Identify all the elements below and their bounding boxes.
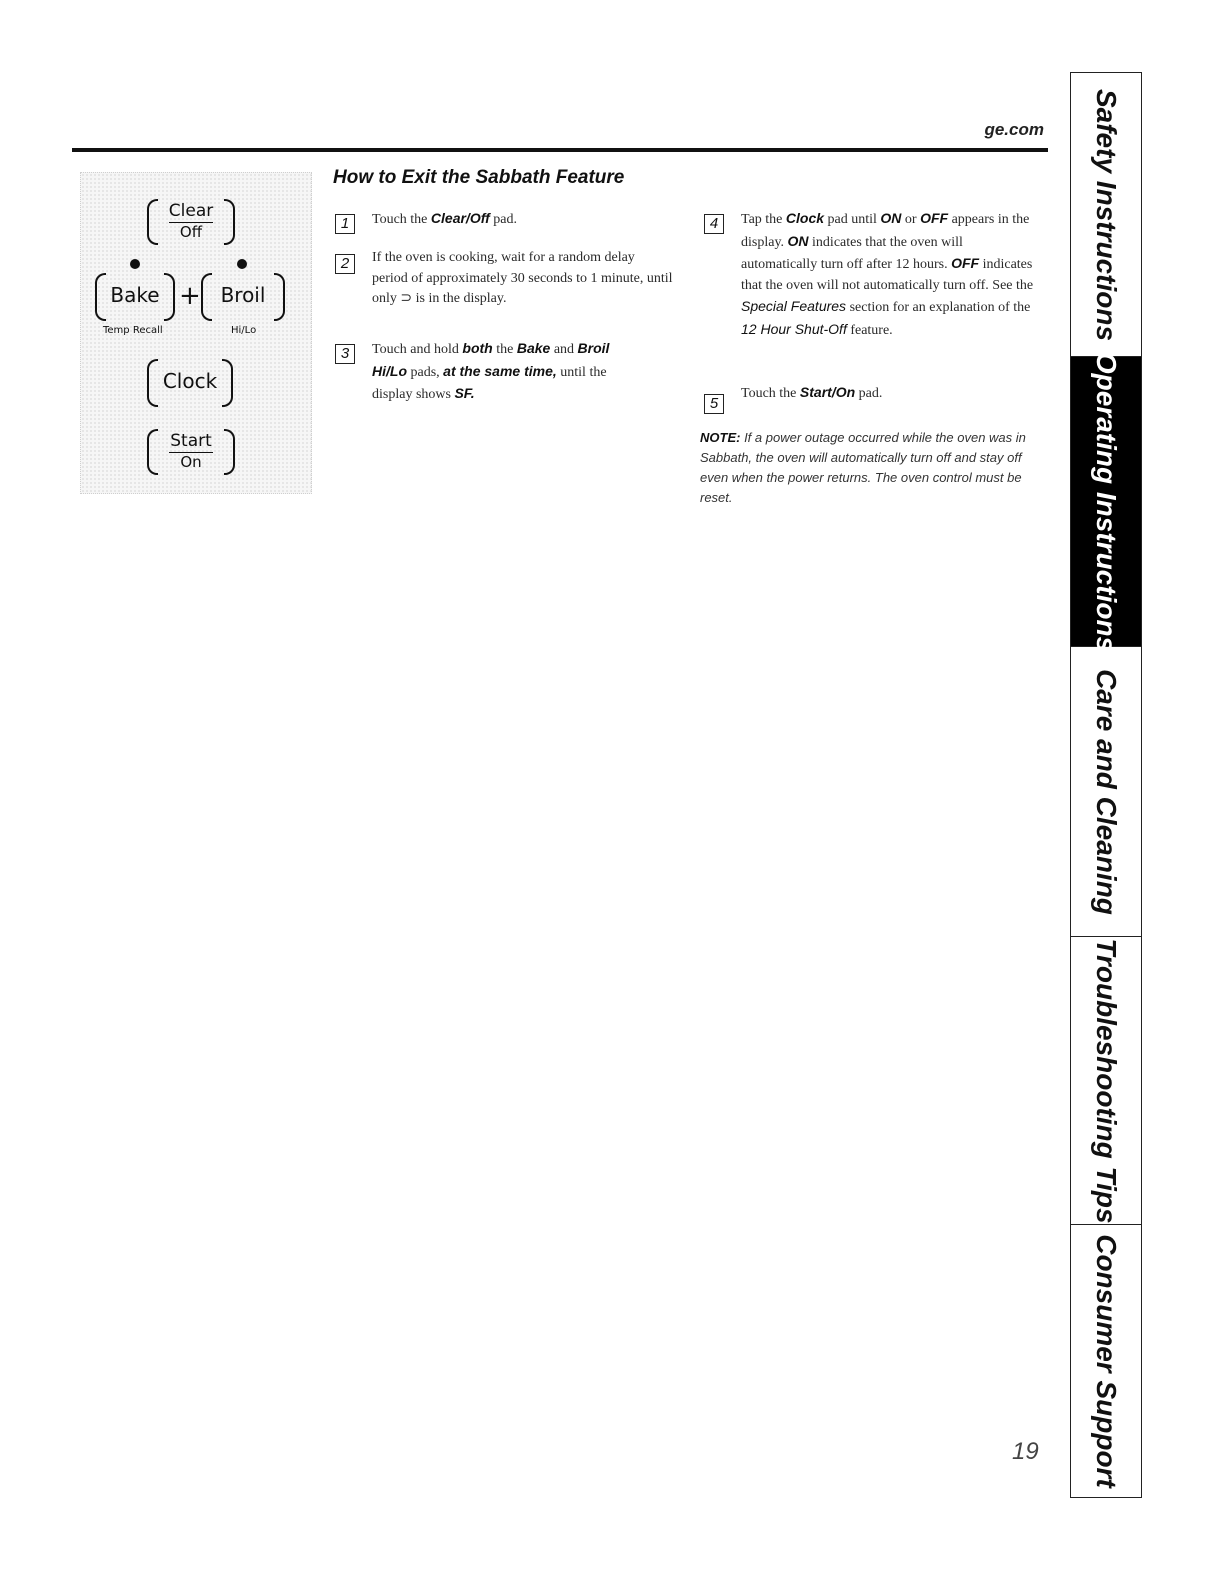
tab-operating-instructions[interactable] xyxy=(1071,351,1141,652)
bake-pad xyxy=(95,273,175,321)
control-panel-illustration xyxy=(80,172,312,494)
tab-label: Troubleshooting Tips xyxy=(1091,937,1122,1224)
tab-care-and-cleaning[interactable] xyxy=(1071,647,1141,937)
tab-label: Operating Instructions xyxy=(1091,351,1122,652)
indicator-dot-broil xyxy=(237,259,247,269)
bake-label: Bake xyxy=(110,283,160,307)
tab-troubleshooting-tips[interactable] xyxy=(1071,937,1141,1225)
clock-label: Clock xyxy=(162,369,218,393)
page-number: 19 xyxy=(1012,1438,1039,1465)
step-3: Touch and hold both the Bake and Broil Hi/Lo pads, at the same time, until the display shows SF. xyxy=(372,340,610,402)
tab-label: Consumer Support xyxy=(1091,1234,1122,1488)
step-1: Touch the Clear/Off pad. xyxy=(372,210,517,227)
site-url: ge.com xyxy=(984,120,1044,139)
hi-lo-label: Hi/Lo xyxy=(231,325,257,336)
step-2: If the oven is cooking, wait for a random delay period of approximately 30 seconds to 1 minute, until only ⊃ is in the display. xyxy=(372,250,673,306)
header-rule xyxy=(72,148,1048,152)
start-label: Start xyxy=(170,431,212,451)
step-number-5: 5 xyxy=(704,394,724,414)
tab-label: Safety Instructions xyxy=(1091,88,1122,341)
broil-pad xyxy=(201,273,285,321)
tab-label: Care and Cleaning xyxy=(1091,668,1122,915)
step-number-3: 3 xyxy=(335,344,355,364)
step-number-4: 4 xyxy=(704,214,724,234)
tab-safety-instructions[interactable] xyxy=(1071,73,1141,357)
step-5: Touch the Start/On pad. xyxy=(741,384,883,401)
side-tabs xyxy=(1070,72,1142,1498)
step-number-2: 2 xyxy=(335,254,355,274)
off-label: Off xyxy=(179,223,203,241)
clear-off-pad xyxy=(147,199,235,245)
tab-consumer-support[interactable] xyxy=(1071,1225,1141,1497)
temp-recall-label: Temp Recall xyxy=(103,325,163,336)
clear-label: Clear xyxy=(168,201,214,221)
section-title: How to Exit the Sabbath Feature xyxy=(333,167,625,188)
start-on-pad xyxy=(147,429,235,475)
note-text: If a power outage occurred while the oven was in Sabbath, the oven will automatically turn off and stay off even when the power returns. The oven control must be reset. xyxy=(700,430,1026,505)
broil-label: Broil xyxy=(220,283,266,307)
on-label: On xyxy=(180,453,202,471)
note-label: NOTE: xyxy=(700,430,741,445)
step-number-1: 1 xyxy=(335,214,355,234)
plus-icon: + xyxy=(179,281,201,311)
step-4: Tap the Clock pad until ON or OFF appears in the display. ON indicates that the oven will automatically turn off after 12 hours. OFF indicates that the oven will not automatically turn off. See the Special Features section for an explanation of the 12 Hour Shut-Off feature. xyxy=(741,210,1034,338)
note xyxy=(700,428,1050,508)
indicator-dot-bake xyxy=(130,259,140,269)
clock-pad xyxy=(147,359,233,407)
